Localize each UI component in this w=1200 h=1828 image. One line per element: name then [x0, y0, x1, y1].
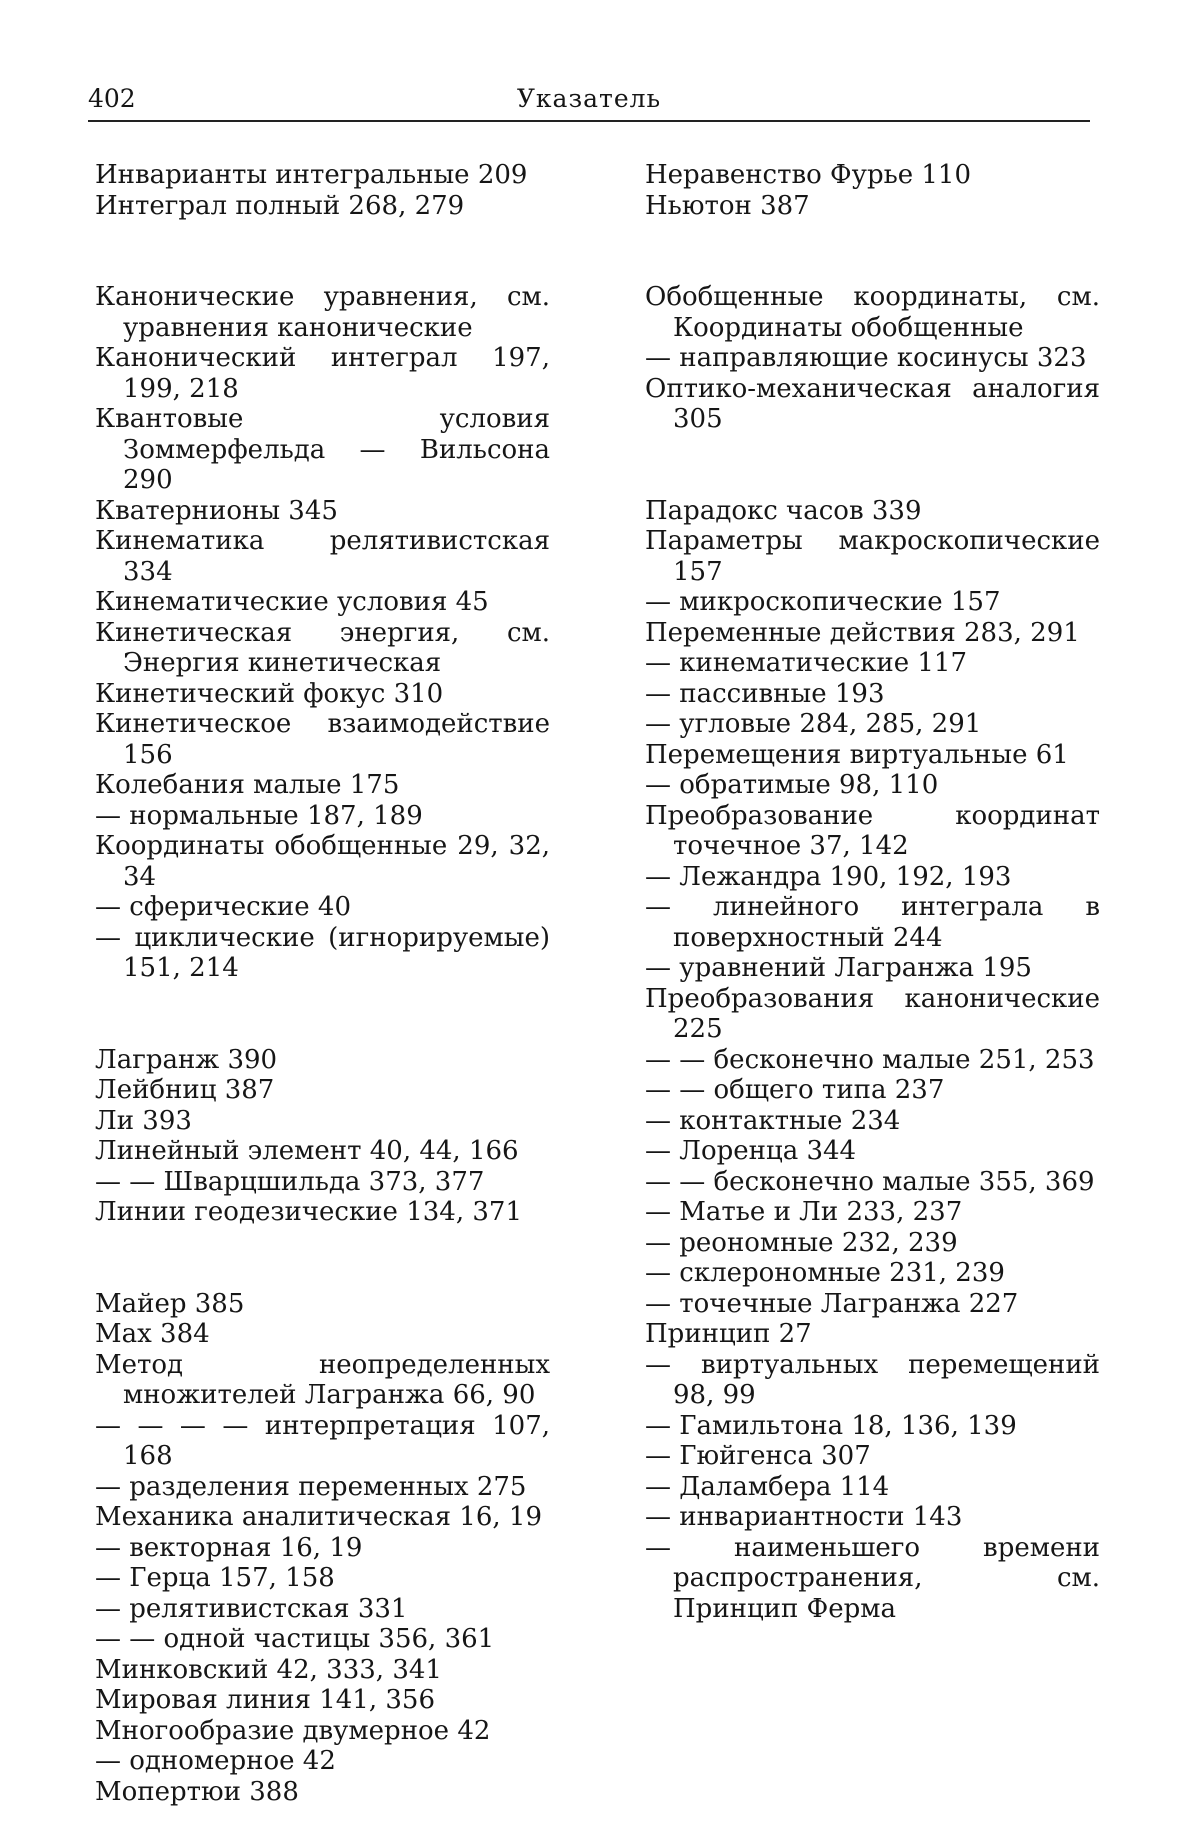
index-entry: — обратимые 98, 110: [645, 770, 939, 800]
index-entry: Метод неопределенных множителей Лагранжа 66, 90: [95, 1349, 550, 1410]
section-gap: [645, 221, 1100, 282]
index-entry: Ньютон 387: [645, 190, 810, 221]
index-column-right: [645, 160, 1100, 1624]
index-entry: Преобразования канонические 225: [645, 983, 1100, 1044]
index-entry: — склерономные 231, 239: [645, 1258, 1005, 1288]
index-entry: Координаты обобщенные 29, 32, 34: [95, 831, 550, 892]
index-entry: Кинематика релятивистская 334: [95, 526, 550, 587]
index-entry: — Лоренца 344: [645, 1136, 857, 1166]
index-entry: — одномерное 42: [95, 1746, 336, 1776]
page-header: [88, 84, 1090, 122]
index-entry: Кинетическая энергия, см. Энергия кинетическая: [95, 617, 550, 678]
index-entry: — Даламбера 114: [645, 1471, 890, 1502]
index-entry: — разделения переменных 275: [95, 1471, 527, 1502]
index-entry: — инвариантности 143: [645, 1502, 963, 1532]
index-entry: Переменные действия 283, 291: [645, 617, 1080, 648]
index-entry: — точечные Лагранжа 227: [645, 1288, 1019, 1319]
index-entry: — нормальные 187, 189: [95, 800, 423, 831]
index-entry: — — бесконечно малые 355, 369: [645, 1166, 1095, 1197]
index-entry: Майер 385: [95, 1288, 245, 1319]
index-entry: Мах 384: [95, 1319, 210, 1349]
index-entry: — линейного интеграла в поверхностный 244: [645, 892, 1100, 953]
index-entry: — сферические 40: [95, 892, 351, 922]
index-entry: — — общего типа 237: [645, 1075, 945, 1105]
index-entry: — Матье и Ли 233, 237: [645, 1197, 963, 1227]
index-entry: — векторная 16, 19: [95, 1532, 363, 1563]
index-column-left: [95, 160, 550, 1807]
index-entry: — реономные 232, 239: [645, 1227, 958, 1258]
index-entry: Мировая линия 141, 356: [95, 1685, 436, 1715]
index-entry: Лейбниц 387: [95, 1075, 275, 1105]
index-entry: Канонический интеграл 197, 199, 218: [95, 343, 550, 404]
index-entry: — Лежандра 190, 192, 193: [645, 861, 1012, 892]
index-entry: Мопертюи 388: [95, 1776, 299, 1807]
index-entry: Преобразование координат точечное 37, 142: [645, 800, 1100, 861]
index-entry: — Гамильтона 18, 136, 139: [645, 1410, 1017, 1441]
running-title: Указатель: [516, 84, 662, 113]
index-entry: — Гюйгенса 307: [645, 1441, 871, 1471]
index-entry: — — одной частицы 356, 361: [95, 1624, 495, 1654]
index-entry: — контактные 234: [645, 1105, 901, 1136]
index-entry: Обобщенные координаты, см. Координаты обобщенные: [645, 282, 1100, 343]
index-entry: — циклические (игнорируемые) 151, 214: [95, 922, 550, 983]
index-entry: Лагранж 390: [95, 1044, 278, 1075]
index-entry: — микроскопические 157: [645, 587, 1001, 617]
index-entry: — пассивные 193: [645, 678, 885, 709]
index-entry: Минковский 42, 333, 341: [95, 1654, 442, 1685]
section-gap: [645, 435, 1100, 496]
index-entry: Кинетический фокус 310: [95, 678, 444, 709]
index-entry: Механика аналитическая 16, 19: [95, 1502, 542, 1532]
index-entry: Канонические уравнения, см. уравнения канонические: [95, 282, 550, 343]
index-entry: — Герца 157, 158: [95, 1563, 335, 1593]
index-entry: — уравнений Лагранжа 195: [645, 953, 1032, 983]
index-entry: Кинетическое взаимодействие 156: [95, 709, 550, 770]
index-entry: — кинематические 117: [645, 648, 967, 678]
index-entry: — направляющие косинусы 323: [645, 343, 1087, 373]
index-entry: Оптико-механическая аналогия 305: [645, 373, 1100, 434]
index-entry: Парадокс часов 339: [645, 495, 922, 526]
index-entry: — виртуальных перемещений 98, 99: [645, 1349, 1100, 1410]
index-entry: Принцип 27: [645, 1319, 812, 1349]
index-entry: Кинематические условия 45: [95, 587, 489, 617]
index-entry: — — — — интерпретация 107, 168: [95, 1410, 550, 1471]
index-entry: Перемещения виртуальные 61: [645, 739, 1069, 770]
index-entry: — угловые 284, 285, 291: [645, 709, 982, 739]
index-entry: Ли 393: [95, 1105, 192, 1136]
index-entry: Многообразие двумерное 42: [95, 1715, 491, 1746]
index-entry: Кватернионы 345: [95, 495, 338, 526]
index-entry: Квантовые условия Зоммерфельда — Вильсона 290: [95, 404, 550, 495]
index-entry: Параметры макроскопические 157: [645, 526, 1100, 587]
index-entry: Инварианты интегральные 209: [95, 160, 528, 190]
index-entry: — наименьшего времени распространения, см. Принцип Ферма: [645, 1532, 1100, 1624]
index-entry: Линии геодезические 134, 371: [95, 1197, 522, 1227]
index-entry: — — Шварцшильда 373, 377: [95, 1166, 485, 1197]
index-entry: Линейный элемент 40, 44, 166: [95, 1136, 519, 1166]
index-entry: Интеграл полный 268, 279: [95, 190, 465, 221]
section-gap: [95, 1228, 550, 1289]
index-entry: — — бесконечно малые 251, 253: [645, 1044, 1095, 1075]
index-entry: Неравенство Фурье 110: [645, 160, 972, 190]
section-gap: [95, 221, 550, 282]
section-gap: [95, 984, 550, 1045]
index-entry: — релятивистская 331: [95, 1593, 408, 1624]
page-number: 402: [88, 84, 136, 113]
index-entry: Колебания малые 175: [95, 770, 400, 800]
